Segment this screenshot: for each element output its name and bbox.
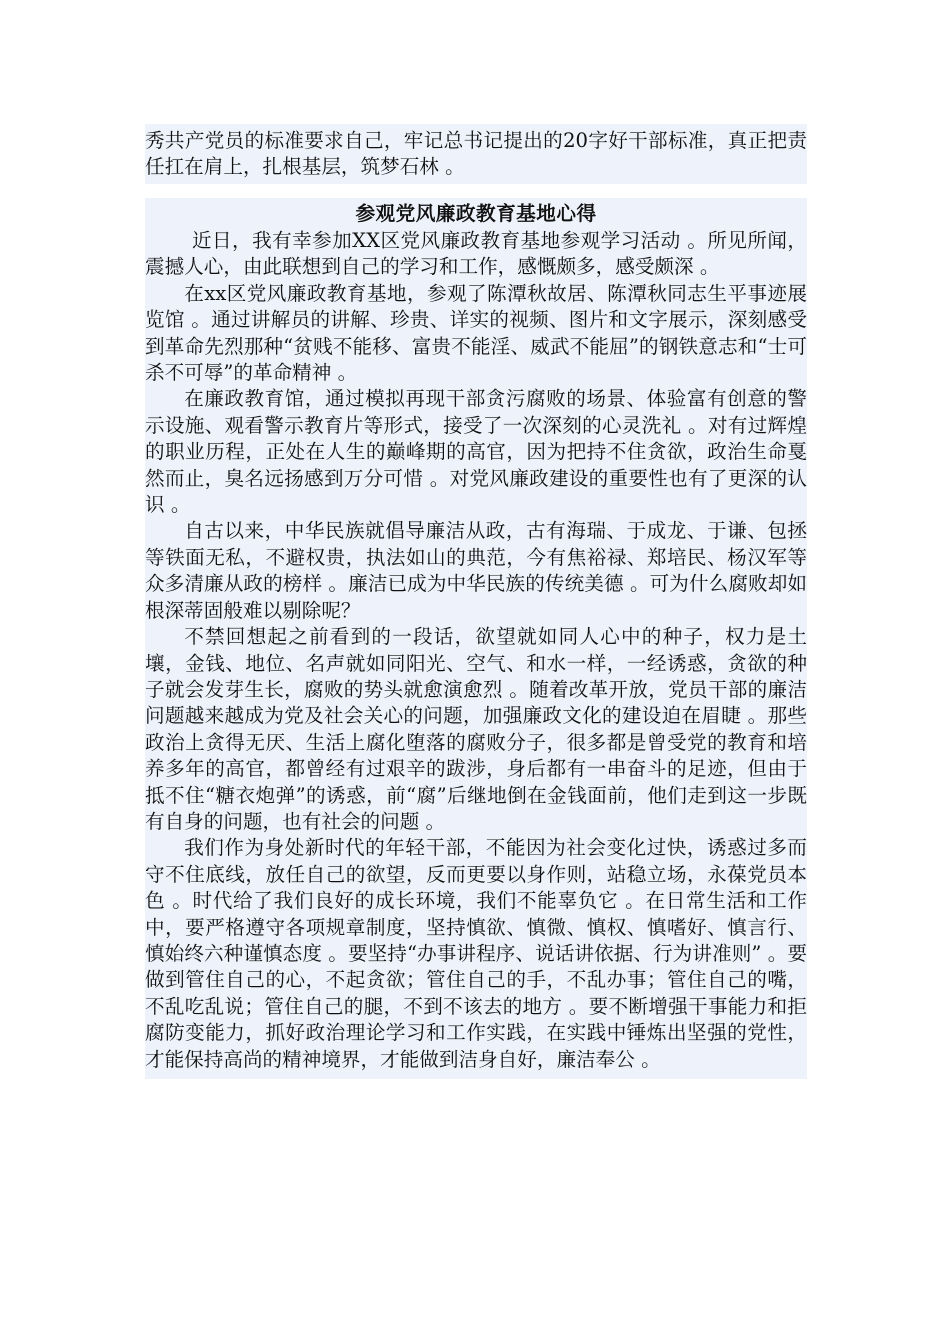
- article-paragraph-6: 我们作为身处新时代的年轻干部，不能因为社会变化过快，诱惑过多而守不住底线，放任自己的欲望，反而更要以身作则，站稳立场，永葆党员本色 。时代给了我们良好的成长环境，我们不能辜负它 。在日常生活和工作中，要严格遵守各项规章制度，坚持慎欲、慎微、慎权、慎嗜好、慎言行、慎始终六种谨慎态度 。要坚持“办事讲程序、说话讲依据、行为讲准则” 。要做到管住自己的心，不起贪欲；管住自己的手，不乱办事；管住自己的嘴，不乱吃乱说；管住自己的腿，不到不该去的地方 。要不断增强干事能力和拒腐防变能力，抓好政治理论学习和工作实践，在实践中锤炼出坚强的党性，才能保持高尚的精神境界，才能做到洁身自好，廉洁奉公 。: [145, 836, 807, 1071]
- article-paragraph-3: 在廉政教育馆，通过模拟再现干部贪污腐败的场景、体验富有创意的警示设施、观看警示教育片等形式，接受了一次深刻的心灵洗礼 。对有过辉煌的职业历程，正处在人生的巅峰期的高官，因为把持不住贪欲，政治生命戛然而止，臭名远扬感到万分可惜 。对党风廉政建设的重要性也有了更深的认识 。: [145, 387, 807, 517]
- article-paragraph-1: 近日，我有幸参加XX区党风廉政教育基地参观学习活动 。所见所闻，震撼人心，由此联想到自己的学习和工作，感慨颇多，感受颇深 。: [145, 229, 807, 279]
- article-title: 参观党风廉政教育基地心得: [355, 202, 597, 225]
- intro-fragment-block: [145, 124, 807, 184]
- article-paragraph-2: 在xx区党风廉政教育基地，参观了陈潭秋故居、陈潭秋同志生平事迹展览馆 。通过讲解员的讲解、珍贵、详实的视频、图片和文字展示，深刻感受到革命先烈那种“贫贱不能移、富贵不能淫、威武不能屈”的钢铁意志和“士可杀不可辱”的革命精神 。: [145, 281, 807, 385]
- article-paragraph-4: 自古以来，中华民族就倡导廉洁从政，古有海瑞、于成龙、于谦、包拯等铁面无私，不避权贵，执法如山的典范，今有焦裕禄、郑培民、杨汉军等众多清廉从政的榜样 。廉洁已成为中华民族的传统美德 。可为什么腐败却如根深蒂固般难以剔除呢？: [145, 519, 807, 622]
- article-paragraph-5: 不禁回想起之前看到的一段话，欲望就如同人心中的种子，权力是土壤，金钱、地位、名声就如同阳光、空气、和水一样，一经诱惑，贪欲的种子就会发芽生长，腐败的势头就愈演愈烈 。随着改革开放，党员干部的廉洁问题越来越成为党及社会关心的问题，加强廉政文化的建设迫在眉睫 。那些政治上贪得无厌、生活上腐化堕落的腐败分子，很多都是曾受党的教育和培养多年的高官，都曾经有过艰辛的跋涉，身后都有一串奋斗的足迹，但由于抵不住“糖衣炮弹”的诱惑，前“腐”后继地倒在金钱面前，他们走到这一步既有自身的问题，也有社会的问题 。: [145, 625, 807, 833]
- intro-fragment-text: 秀共产党员的标准要求自己，牢记总书记提出的20字好干部标准，真正把责任扛在肩上，扎根基层，筑梦石林 。: [145, 129, 807, 179]
- article-block: [145, 198, 807, 1079]
